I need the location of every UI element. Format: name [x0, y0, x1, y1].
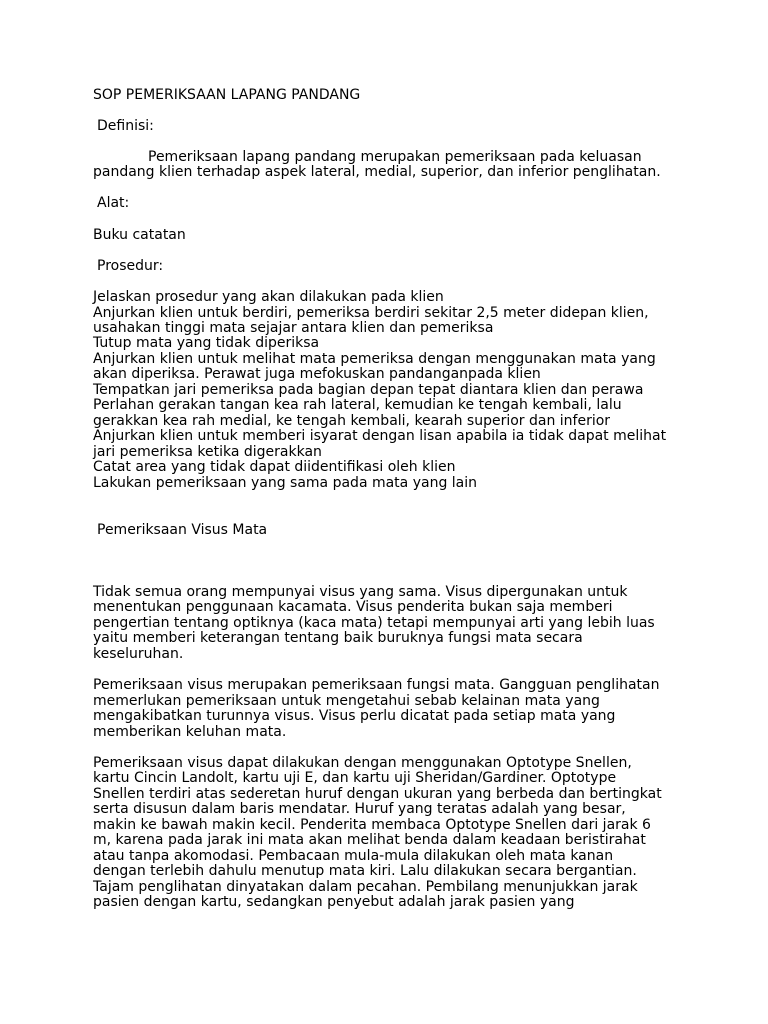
prosedur-line: Tutup mata yang tidak diperiksa	[93, 335, 320, 351]
prosedur-heading: Prosedur:	[97, 258, 164, 274]
definisi-line: pandang klien terhadap aspek lateral, medial, superior, dan inferior penglihatan.	[93, 164, 661, 180]
document-title: SOP PEMERIKSAAN LAPANG PANDANG	[93, 87, 361, 103]
visus-para1-line: Tidak semua orang mempunyai visus yang sama. Visus dipergunakan untuk	[93, 584, 628, 600]
visus-para1-line: keseluruhan.	[93, 646, 184, 662]
visus-para3-line: atau tanpa akomodasi. Pembacaan mula-mula dilakukan oleh mata kanan	[93, 848, 614, 864]
definisi-line: Pemeriksaan lapang pandang merupakan pemeriksaan pada keluasan	[148, 149, 642, 165]
visus-para3-line: Snellen terdiri atas sederetan huruf dengan ukuran yang berbeda dan bertingkat	[93, 786, 662, 802]
prosedur-line: Anjurkan klien untuk melihat mata pemeriksa dengan menggunakan mata yang	[93, 351, 656, 367]
visus-para3-line: makin ke bawah makin kecil. Penderita membaca Optotype Snellen dari jarak 6	[93, 817, 651, 833]
prosedur-line: Jelaskan prosedur yang akan dilakukan pada klien	[93, 289, 444, 305]
visus-para1-line: yaitu memberi keterangan tentang baik buruknya fungsi mata secara	[93, 630, 583, 646]
visus-para3-line: Pemeriksaan visus dapat dilakukan dengan menggunakan Optotype Snellen,	[93, 755, 632, 771]
prosedur-line: gerakkan kea rah medial, ke tengah kembali, kearah superior dan inferior	[93, 413, 611, 429]
visus-para2-line: memerlukan pemeriksaan untuk mengetahui sebab kelainan mata yang	[93, 693, 600, 709]
alat-item: Buku catatan	[93, 227, 186, 243]
visus-para3-line: dengan terlebih dahulu menutup mata kiri. Lalu dilakukan secara bergantian.	[93, 863, 637, 879]
visus-para3-line: m, karena pada jarak ini mata akan melihat benda dalam keadaan beristirahat	[93, 832, 646, 848]
prosedur-line: usahakan tinggi mata sejajar antara klien dan pemeriksa	[93, 320, 494, 336]
alat-heading: Alat:	[97, 195, 130, 211]
visus-para3-line: kartu Cincin Landolt, kartu uji E, dan kartu uji Sheridan/Gardiner. Optotype	[93, 770, 617, 786]
visus-heading: Pemeriksaan Visus Mata	[97, 522, 268, 538]
prosedur-line: Tempatkan jari pemeriksa pada bagian depan tepat diantara klien dan perawa	[93, 382, 644, 398]
prosedur-line: Catat area yang tidak dapat diidentifikasi oleh klien	[93, 459, 456, 475]
prosedur-line: akan diperiksa. Perawat juga mefokuskan pandanganpada klien	[93, 366, 541, 382]
visus-para2-line: Pemeriksaan visus merupakan pemeriksaan fungsi mata. Gangguan penglihatan	[93, 677, 660, 693]
visus-para2-line: mengakibatkan turunnya visus. Visus perlu dicatat pada setiap mata yang	[93, 708, 616, 724]
prosedur-line: Perlahan gerakan tangan kea rah lateral, kemudian ke tengah kembali, lalu	[93, 397, 622, 413]
visus-para3-line: serta disusun dalam baris mendatar. Huruf yang teratas adalah yang besar,	[93, 801, 626, 817]
prosedur-line: jari pemeriksa ketika digerakkan	[93, 444, 322, 460]
visus-para2-line: memberikan keluhan mata.	[93, 724, 287, 740]
visus-para1-line: menentukan penggunaan kacamata. Visus penderita bukan saja memberi	[93, 599, 613, 615]
visus-para3-line: pasien dengan kartu, sedangkan penyebut adalah jarak pasien yang	[93, 894, 575, 910]
visus-para3-line: Tajam penglihatan dinyatakan dalam pecahan. Pembilang menunjukkan jarak	[93, 879, 638, 895]
prosedur-line: Anjurkan klien untuk memberi isyarat dengan lisan apabila ia tidak dapat melihat	[93, 428, 667, 444]
visus-para1-line: pengertian tentang optiknya (kaca mata) tetapi mempunyai arti yang lebih luas	[93, 615, 655, 631]
definisi-heading: Definisi:	[97, 118, 154, 134]
prosedur-line: Lakukan pemeriksaan yang sama pada mata yang lain	[93, 475, 478, 491]
prosedur-line: Anjurkan klien untuk berdiri, pemeriksa berdiri sekitar 2,5 meter didepan klien,	[93, 305, 649, 321]
